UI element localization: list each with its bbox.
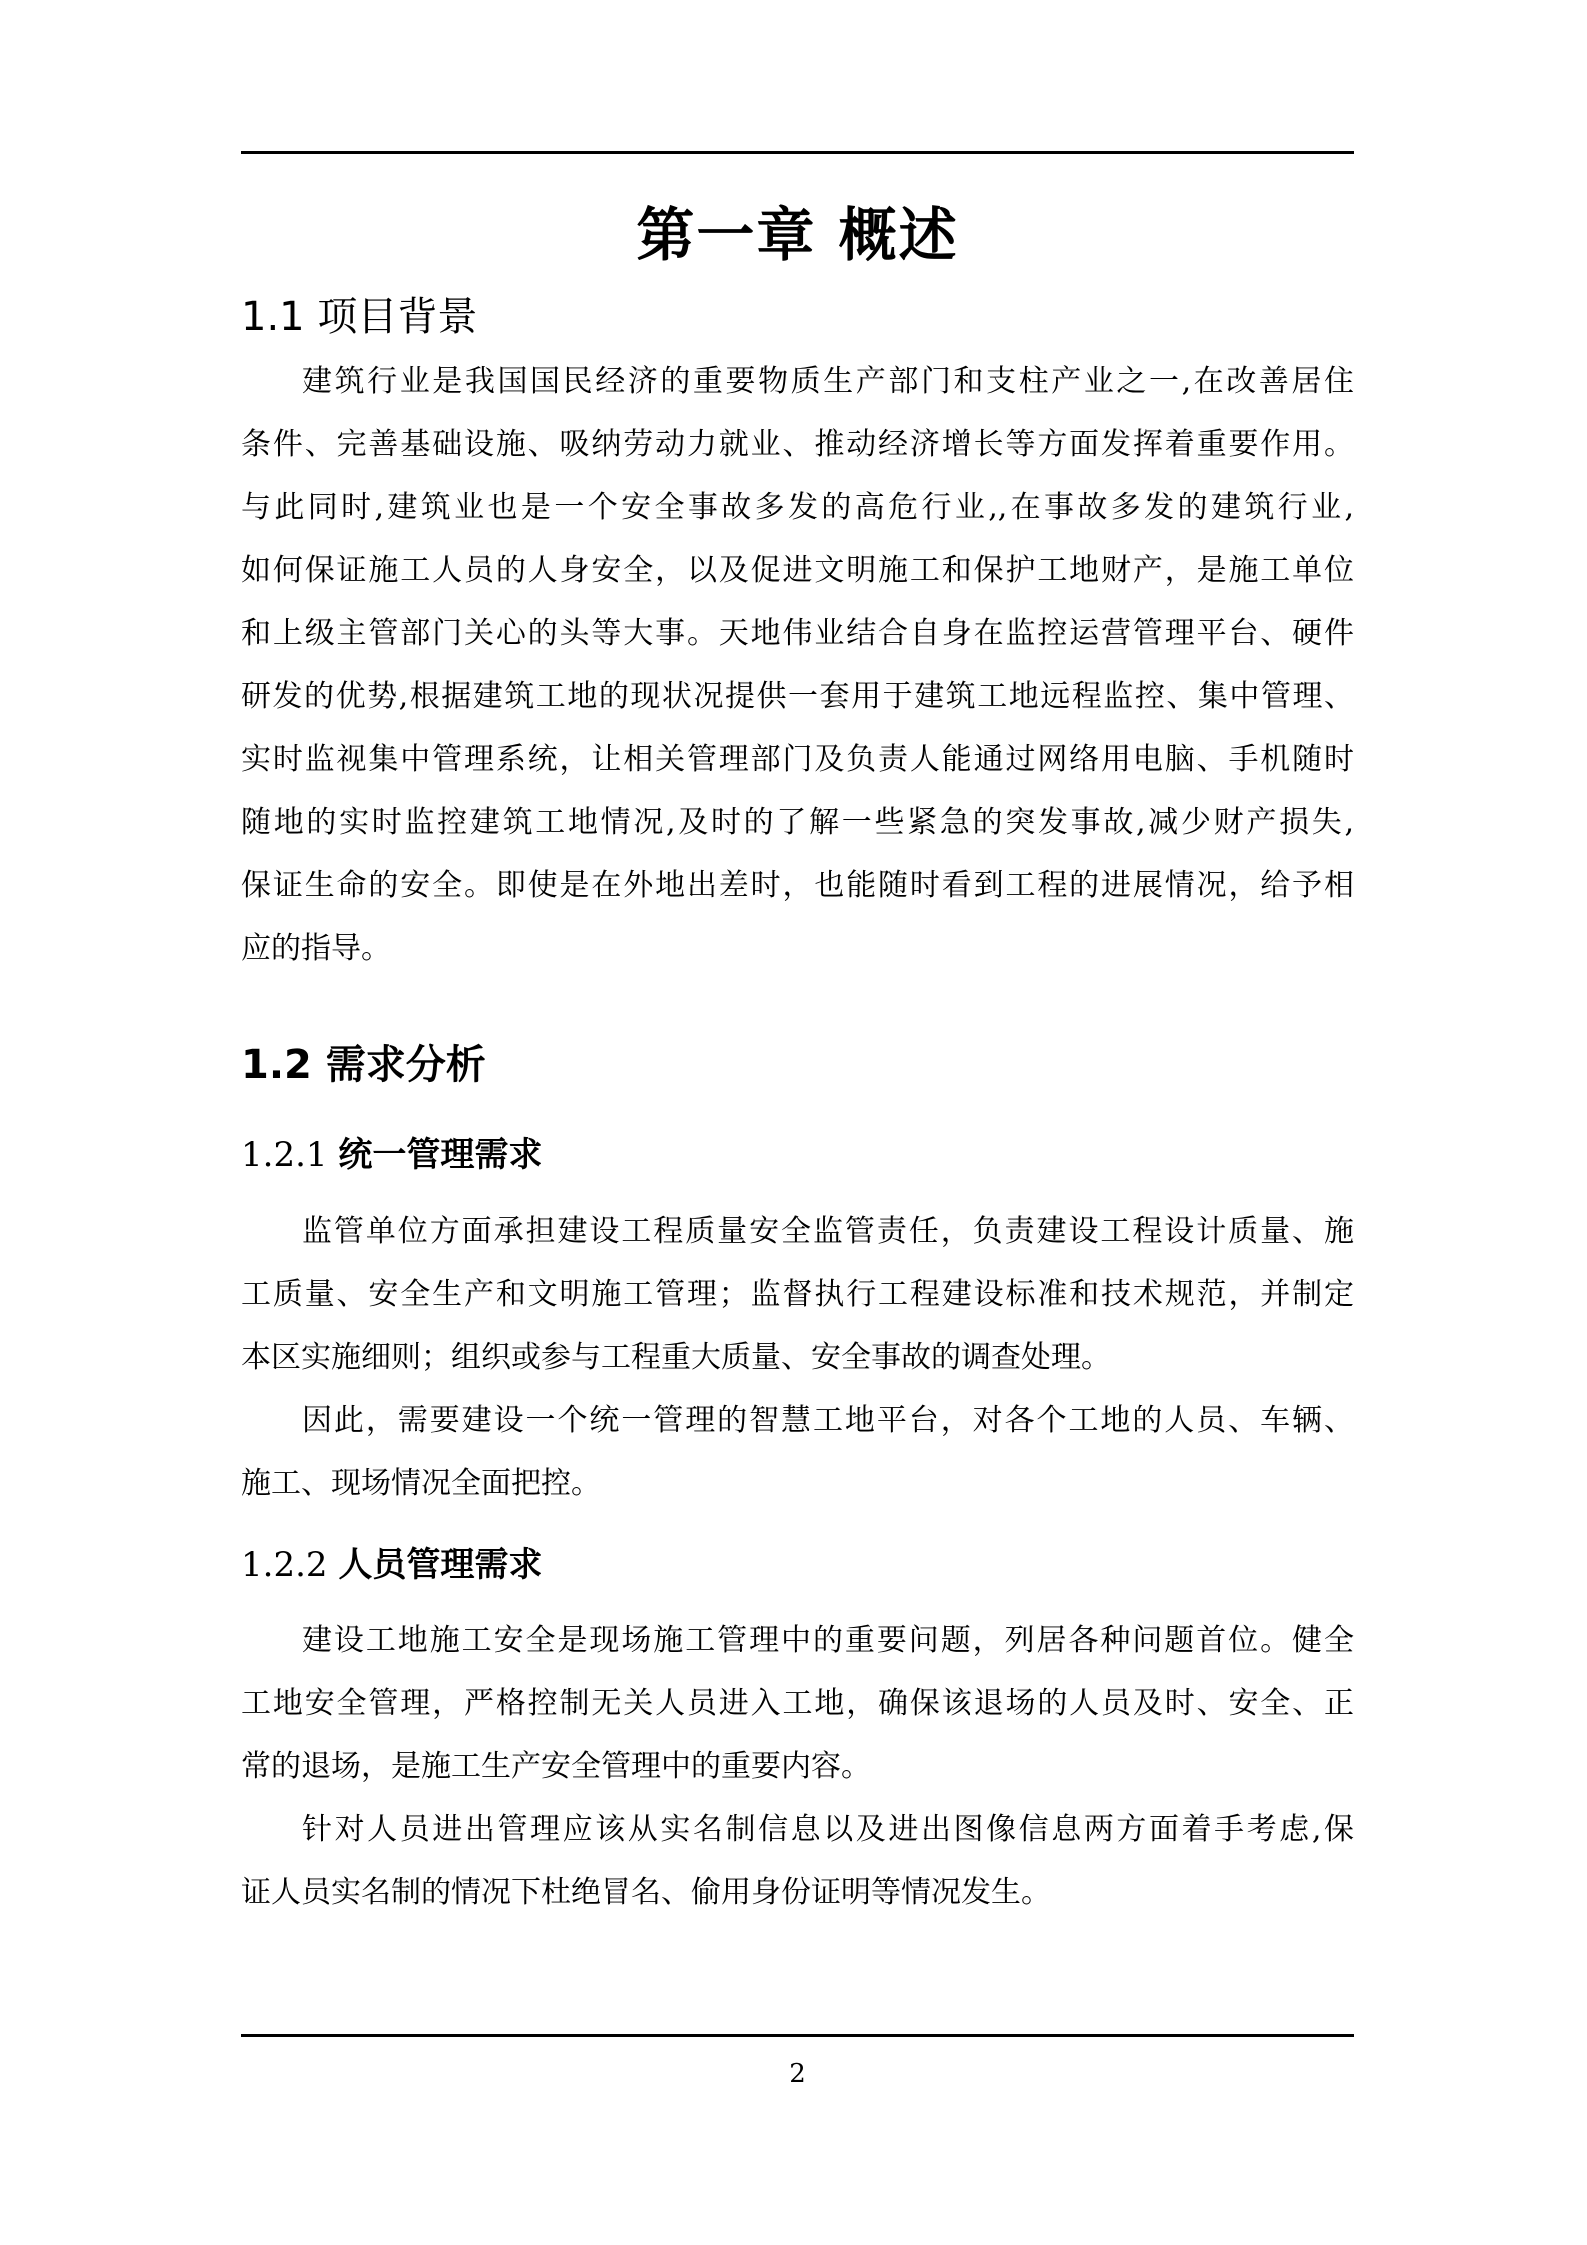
text-line: 施工、现场情况全面把控。: [241, 1466, 601, 1501]
text-line: 研发的优势,根据建筑工地的现状况提供一套用于建筑工地远程监控、集中管理、: [241, 679, 1354, 714]
text-line: 随地的实时监控建筑工地情况,及时的了解一些紧急的突发事故,减少财产损失,: [241, 805, 1354, 840]
section-heading-1-2: 1.2 需求分析: [241, 1042, 486, 1088]
text-line: 建筑行业是我国国民经济的重要物质生产部门和支柱产业之一,在改善居住: [302, 364, 1354, 399]
footer-rule: [241, 2034, 1354, 2037]
text-line: 因此，需要建设一个统一管理的智慧工地平台，对各个工地的人员、车辆、: [302, 1403, 1354, 1438]
text-line: 本区实施细则；组织或参与工程重大质量、安全事故的调查处理。: [241, 1340, 1111, 1375]
subsection-number: 1.2.2: [241, 1545, 328, 1585]
subsection-title: 人员管理需求: [338, 1545, 543, 1585]
subsection-heading-1-2-1: [241, 1133, 542, 1177]
text-line: 应的指导。: [241, 931, 391, 966]
text-line: 实时监视集中管理系统，让相关管理部门及负责人能通过网络用电脑、手机随时: [241, 742, 1354, 777]
text-line: 如何保证施工人员的人身安全，以及促进文明施工和保护工地财产，是施工单位: [241, 553, 1354, 588]
text-line: 条件、完善基础设施、吸纳劳动力就业、推动经济增长等方面发挥着重要作用。: [241, 427, 1354, 462]
chapter-title: 第一章 概述: [636, 201, 959, 269]
text-line: 工质量、安全生产和文明施工管理；监督执行工程建设标准和技术规范，并制定: [241, 1277, 1354, 1312]
text-line: 工地安全管理，严格控制无关人员进入工地，确保该退场的人员及时、安全、正: [241, 1686, 1354, 1721]
text-line: 和上级主管部门关心的头等大事。天地伟业结合自身在监控运营管理平台、硬件: [241, 616, 1354, 651]
page-number: 2: [789, 2059, 806, 2089]
subsection-title: 统一管理需求: [338, 1135, 543, 1175]
header-rule: [241, 151, 1354, 154]
section-heading-1-1: 1.1 项目背景: [241, 294, 478, 340]
text-line: 针对人员进出管理应该从实名制信息以及进出图像信息两方面着手考虑,保: [302, 1812, 1354, 1847]
subsection-heading-1-2-2: [241, 1543, 542, 1587]
text-line: 证人员实名制的情况下杜绝冒名、偷用身份证明等情况发生。: [241, 1875, 1051, 1910]
text-line: 常的退场，是施工生产安全管理中的重要内容。: [241, 1749, 871, 1784]
text-line: 保证生命的安全。即使是在外地出差时，也能随时看到工程的进展情况，给予相: [241, 868, 1354, 903]
text-line: 监管单位方面承担建设工程质量安全监管责任，负责建设工程设计质量、施: [302, 1214, 1354, 1249]
subsection-number: 1.2.1: [241, 1135, 328, 1175]
text-line: 与此同时,建筑业也是一个安全事故多发的高危行业,,在事故多发的建筑行业,: [241, 490, 1354, 525]
text-line: 建设工地施工安全是现场施工管理中的重要问题，列居各种问题首位。健全: [302, 1623, 1354, 1658]
